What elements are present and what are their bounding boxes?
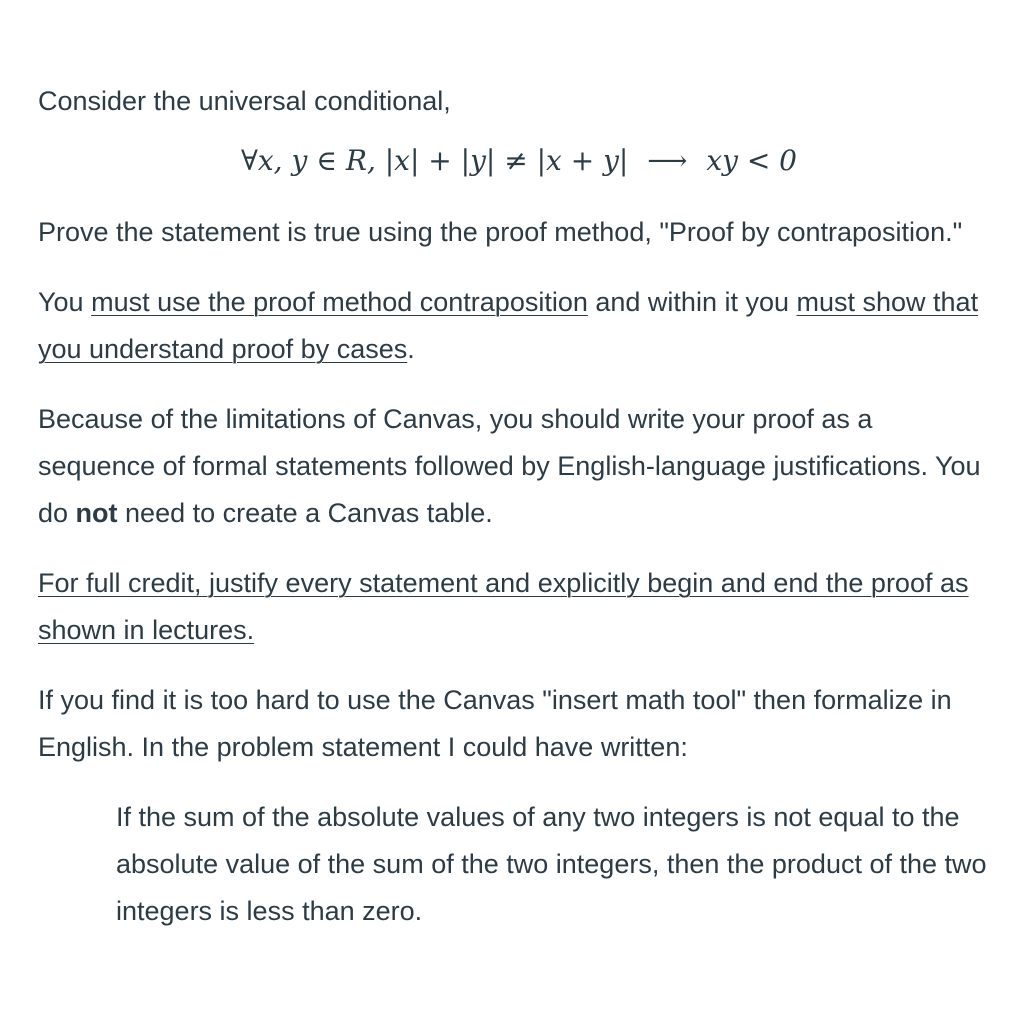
implies-arrow: ⟶: [647, 144, 688, 177]
full-credit-note: [38, 560, 990, 654]
method-text-1: You: [38, 287, 92, 317]
canvas-text-2: need to create a Canvas table.: [117, 498, 493, 528]
math-tool-note: If you find it is too hard to use the Canvas "insert math tool" then formalize in English. In the problem statement I could have written:: [38, 685, 952, 762]
element-of-symbol: ∈: [316, 144, 337, 177]
english-statement-quote: If the sum of the absolute values of any two integers is not equal to the absolute value of the sum of the two integers, then the product of the two integers is less than zero.: [116, 802, 987, 926]
canvas-bold: not: [75, 498, 118, 528]
formula-hypothesis: |x| + |y| ≠ |x + y|: [384, 144, 629, 177]
canvas-text-1: Because of the limitations of Canvas, you should write your proof as a sequence of formal statements followed by English-language justifications. You do: [38, 404, 981, 528]
formula: [38, 139, 990, 183]
forall-symbol: ∀: [240, 144, 258, 177]
prove-instruction: Prove the statement is true using the proof method, "Proof by contraposition.": [38, 217, 963, 247]
intro-text: Consider the universal conditional,: [38, 86, 451, 116]
method-underline-2: must show that you understand proof by cases: [38, 287, 979, 364]
method-requirement: [38, 279, 990, 373]
full-credit-underline: For full credit, justify every statement and explicitly begin and end the proof as shown in lectures.: [38, 568, 969, 645]
method-text-3: .: [407, 334, 415, 364]
method-underline-1: must use the proof method contraposition: [91, 287, 588, 317]
formula-set: R,: [345, 144, 376, 177]
formula-vars: x, y: [257, 144, 308, 177]
canvas-note: [38, 396, 990, 537]
formula-conclusion: xy < 0: [706, 144, 797, 177]
method-text-2: and within it you: [587, 287, 797, 317]
